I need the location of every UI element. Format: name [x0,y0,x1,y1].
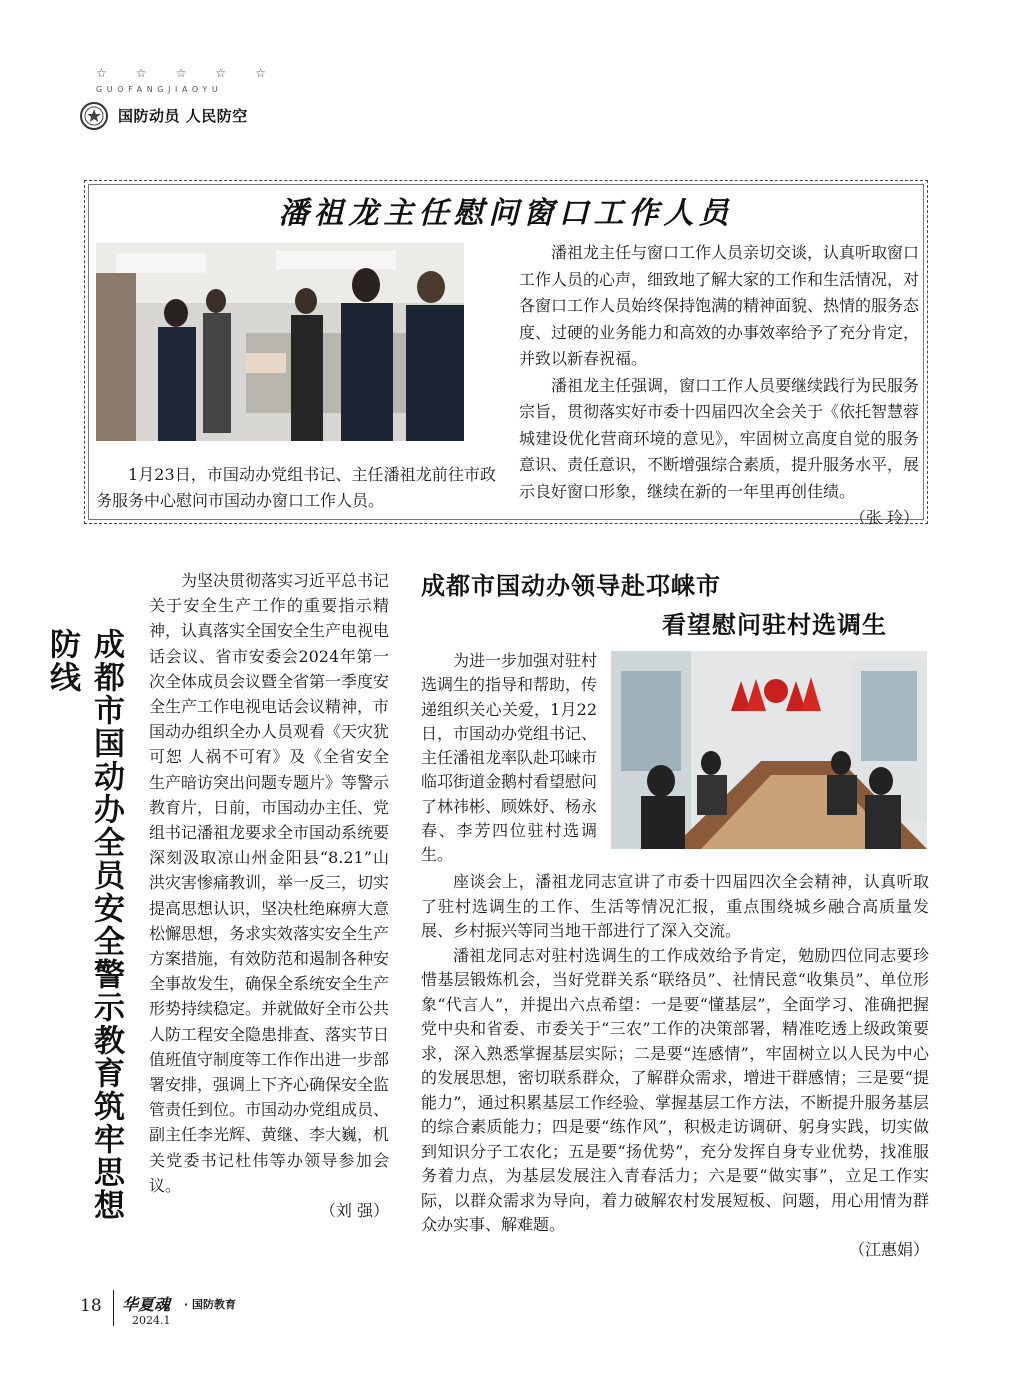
meeting-photo [611,651,927,849]
paragraph: 座谈会上，潘祖龙同志宣讲了市委十四届四次全会精神，认真听取了驻村选调生的工作、生活等情况汇报，重点围绕城乡融合高质量发展、乡村振兴等同当地干部进行了深入交流。 [421,872,929,940]
paragraph: 潘祖龙主任强调，窗口工作人员要继续践行为民服务宗旨，贯彻落实好市委十四届四次全会关于《依托智慧蓉城建设优化营商环境的意见》，牢固树立高度自觉的服务意识、责任意识，不断增强综合素质，提升服务水平，展示良好窗口形象，继续在新的一年里再创佳绩。 （张 玲） [519,373,919,532]
header-stars [96,66,266,80]
star-icon: ☆ [135,66,147,80]
paragraph: 为坚决贯彻落实习近平总书记关于安全生产工作的重要指示精神，认真落实全国安全生产电视电话会议、省市安委会2024年第一次全体成员会议暨全省第一季度安全生产工作电视电话会议精神，市国动办组织全办人员观看《天灾犹可恕 人祸不可宥》及《全省安全生产暗访突出问题专题片》等警示教育片，日前，市国动办主任、党组书记潘祖龙要求全市国动系统要深刻汲取凉山州金阳县“8.21”山洪灾害惨痛教训，举一反三，切实提高思想认识，坚决杜绝麻痹大意松懈思想，务求实效落实安全生产方案措施，有效防范和遏制各种安全事故发生，确保全系统安全生产形势持续稳定。并就做好全市公共人防工程安全隐患排查、落实节日值班值守制度等工作作出进一步部署安排，强调上下齐心确保安全监管责任到位。市国动办党组成员、副主任李光辉、黄继、李大巍，机关党委书记杜伟等办领导参加会议。 （刘 强） [149,568,389,1223]
signature: （江惠娟） [848,1239,929,1259]
star-icon: ☆ [175,66,187,80]
star-icon: ☆ [255,66,266,80]
paragraph: 潘祖龙主任与窗口工作人员亲切交谈，认真听取窗口工作人员的心声，细致地了解大家的工作和生活情况，对各窗口工作人员始终保持饱满的精神面貌、热情的服务态度、过硬的业务能力和高效的办事效率给予了充分肯定，并致以新春祝福。 [519,243,920,368]
article2-vertical-title: 成都市国动办全员安全警示教育筑牢思想防线 [44,628,124,1222]
magazine-name: 华夏魂 [122,1295,171,1314]
issue-number: 2024.1 [132,1314,171,1327]
article2-body [149,568,389,1223]
paragraph: 潘祖龙同志对驻村选调生的工作成效给予肯定，勉励四位同志要珍惜基层锻炼机会，当好党群关系“联络员”、社情民意“收集员”、单位形象“代言人”，并提出六点希望：一是要“懂基层”，全面学习、准确把握党中央和省委、市委关于“三农”工作的决策部署，精准吃透上级政策要求，深入熟悉掌握基层实际；二是要“连感情”，牢固树立以人民为中心的发展思想，密切联系群众，了解群众需求，增进干群感情；三是要“提能力”，通过积累基层工作经验、掌握基层工作方法，不断提升服务基层的综合素质能力；四是要“练作风”，积极走访调研、躬身实践，切实做到知识分子工农化；五是要“扬优势”，充分发挥自身专业优势，找准服务着力点，为基层发展注入青春活力；六是要“做实事”，立足工作实际，以群众需求为导向，着力破解农村发展短板、问题，用心用情为群众办实事、解难题。 （江惠娟） [421,944,929,1263]
star-icon: ☆ [215,66,227,80]
article1-title: 潘祖龙主任慰问窗口工作人员 [278,196,734,231]
footer-divider [113,1290,114,1326]
column-name: 国防动员 人民防空 [118,107,248,125]
header-pinyin: GUOFANGJIAOYU [96,85,223,94]
article3-body [421,870,929,1262]
article3-title-line1: 成都市国动办领导赴邛崃市 [421,572,721,600]
signature: （张 玲） [849,508,919,527]
article3-title-line2: 看望慰问驻村选调生 [662,611,887,639]
office-photo [96,243,464,441]
star-icon: ☆ [96,66,107,80]
signature: （刘 强） [319,1201,389,1221]
article3-intro [421,649,597,868]
page-number: 18 [80,1296,102,1316]
photo-caption: 1月23日，市国动办党组书记、主任潘祖龙前往市政务服务中心慰问市国动办窗口工作人员。 [96,465,496,510]
section-name: · 国防教育 [184,1298,237,1311]
paragraph: 为进一步加强对驻村选调生的指导和帮助，传递组织关心关爱，1月22日，市国动办党组书记、主任潘祖龙率队赴邛崃市临邛街道金鹅村看望慰问了林祎彬、顾姝妤、杨永春、李芳四位驻村选调生。 [421,651,598,865]
article1-body [519,240,919,532]
emblem-icon [80,102,108,130]
